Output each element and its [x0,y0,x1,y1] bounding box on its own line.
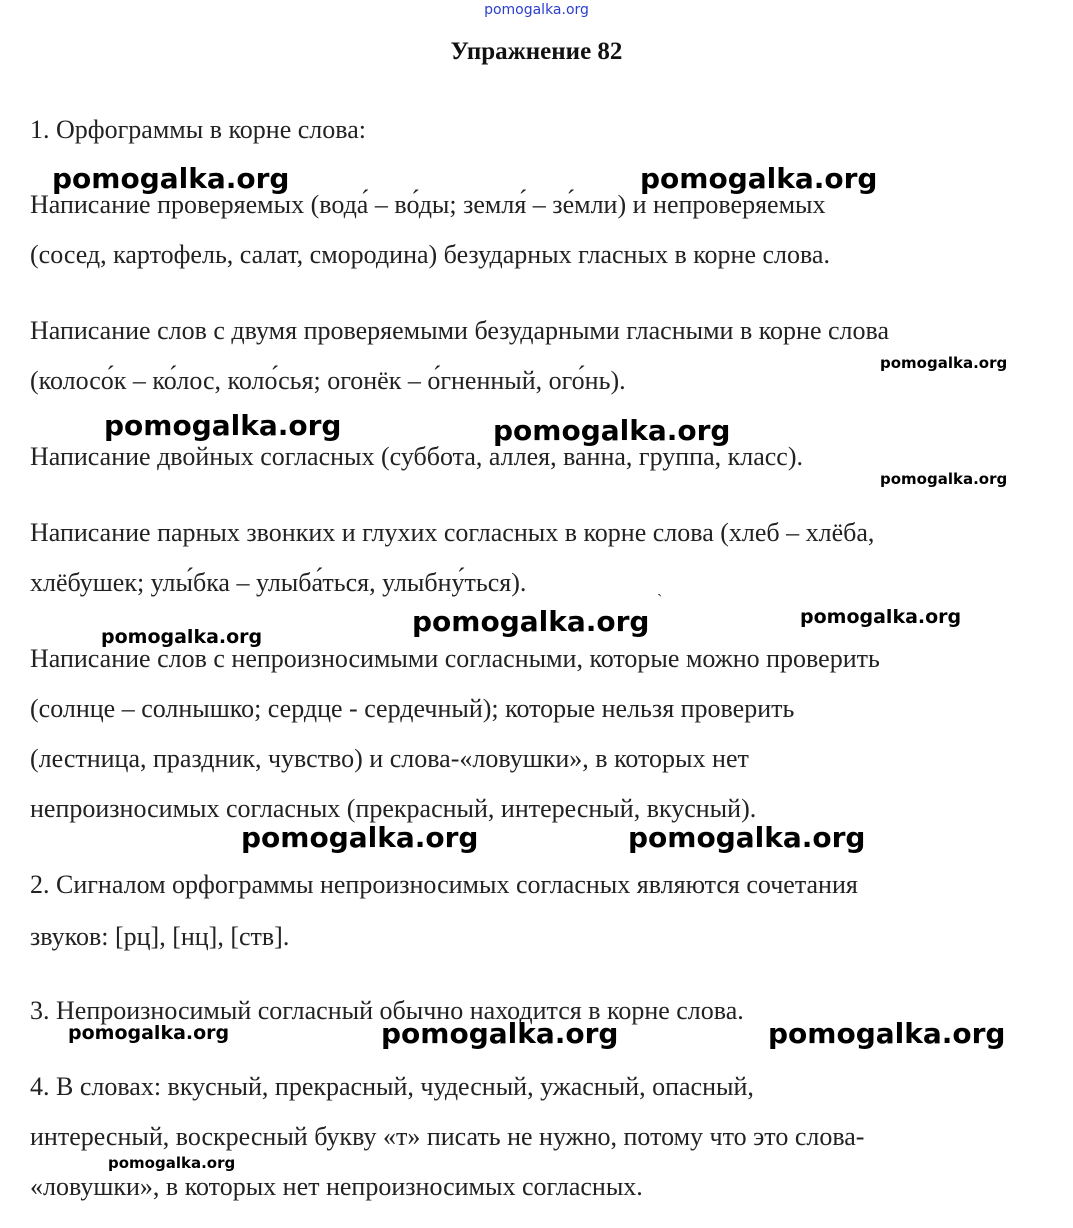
text-line-12: непроизносимых согласных (прекрасный, интересный, вкусный). [30,794,757,823]
text-line-7: Написание парных звонких и глухих согласных в корне слова (хлеб – хлёба, [30,518,875,547]
watermark: pomogalka.org [412,605,650,638]
watermark: pomogalka.org [108,1154,236,1172]
watermark: pomogalka.org [628,821,866,854]
text-line-2: Написание проверяемых (вода́ – во́ды; земля́ – зе́мли) и непроверяемых [30,190,826,219]
text-line-8: хлёбушек; улы́бка – улыба́ться, улыбну́ться). [30,568,527,597]
watermark: pomogalka.org [101,626,263,648]
text-line-9: Написание слов с непроизносимыми согласными, которые можно проверить [30,644,880,673]
watermark: pomogalka.org [68,1022,230,1044]
text-line-14: звуков: [рц], [нц], [ств]. [30,922,290,951]
text-line-13: 2. Сигналом орфограммы непроизносимых согласных являются сочетания [30,870,858,899]
text-line-16: 4. В словах: вкусный, прекрасный, чудесный, ужасный, опасный, [30,1072,754,1101]
text-line-1: 1. Орфограммы в корне слова: [30,115,366,144]
text-line-17: интересный, воскресный букву «т» писать не нужно, потому что это слова- [30,1122,865,1151]
watermark: pomogalka.org [52,162,290,195]
watermark: pomogalka.org [381,1017,619,1050]
watermark: pomogalka.org [640,162,878,195]
text-line-10: (солнце – солнышко; сердце - сердечный); которые нельзя проверить [30,694,795,723]
watermark: pomogalka.org [880,470,1008,488]
text-line-4: Написание слов с двумя проверяемыми безударными гласными в корне слова [30,316,889,345]
watermark: pomogalka.org [241,821,479,854]
text-line-15: 3. Непроизносимый согласный обычно находится в корне слова. [30,996,744,1025]
text-line-18: «ловушки», в которых нет непроизносимых согласных. [30,1172,643,1201]
page-title: Упражнение 82 [450,38,623,65]
watermark: pomogalka.org [493,414,731,447]
watermark: pomogalka.org [800,606,962,628]
watermark: pomogalka.org [104,409,342,442]
watermark: pomogalka.org [768,1017,1006,1050]
text-line-3: (сосед, картофель, салат, смородина) безударных гласных в корне слова. [30,240,830,269]
text-line-11: (лестница, праздник, чувство) и слова-«ловушки», в которых нет [30,744,749,773]
text-line-5: (колосо́к – ко́лос, коло́сья; огонёк – о́гненный, ого́нь). [30,366,626,395]
stray-mark: ˋ [657,592,663,609]
watermark: pomogalka.org [880,354,1008,372]
text-line-6: Написание двойных согласных (суббота, аллея, ванна, группа, класс). [30,442,803,471]
site-url[interactable]: pomogalka.org [484,2,589,18]
